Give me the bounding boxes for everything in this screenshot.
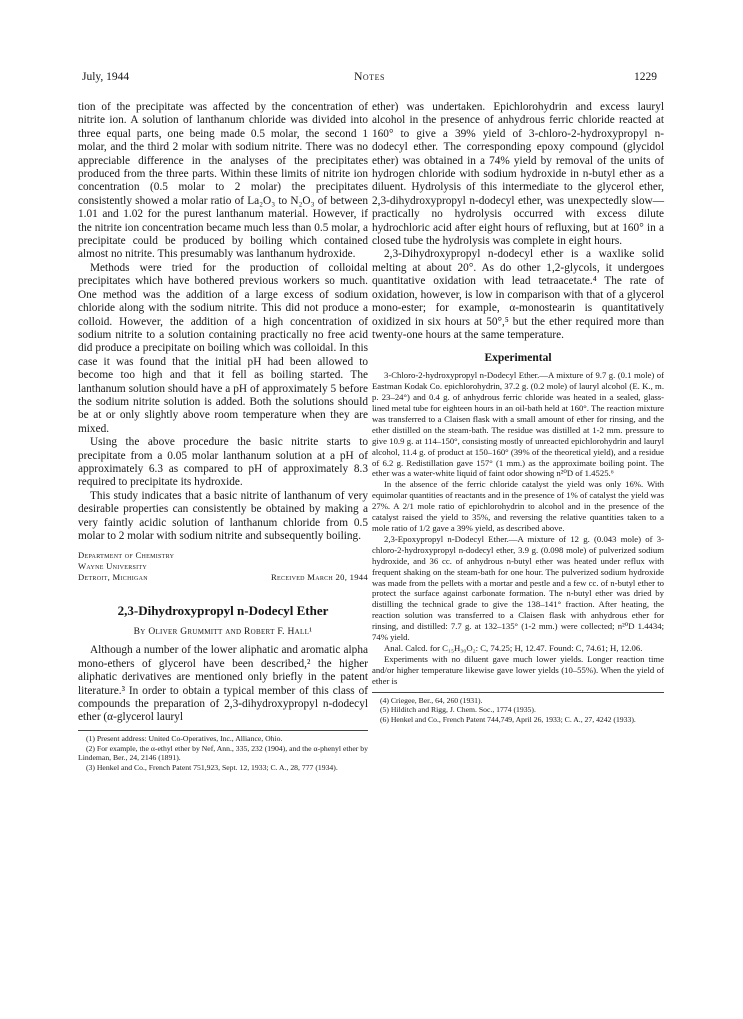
right-column [372,101,664,725]
paragraph: Although a number of the lower aliphatic and aromatic alpha mono-ethers of glycerol have been described,² the higher aliphatic derivatives are mentioned only briefly in the patent literature.³ In order to obtain a typical member of this class of compounds the preparation of 2,3-dihydroxypropyl n-dodecyl ether (α-glycerol lauryl [78,644,368,724]
page-header [82,71,657,87]
page-number: 1229 [634,71,657,83]
footnote: (5) Hilditch and Rigg, J. Chem. Soc., 1774 (1935). [380,705,536,715]
paragraph: Anal. Calcd. for C₁₅H₃₀O₂: C, 74.25; H, 12.47. Found: C, 74.61; H, 12.06. [384,642,643,653]
affiliation-row [78,572,368,583]
paragraph: Using the above procedure the basic nitrite starts to precipitate from a 0.05 molar lanthanum solution at a pH of approximately 6.3 as compared to pH of approximately 8.3 required to precipitate its hydroxide. [78,436,368,489]
left-column [78,101,368,773]
paragraph: 2,3-Epoxypropyl n-Dodecyl Ether.—A mixture of 12 g. (0.043 mole) of 3-chloro-2-hydroxypropyl n-dodecyl ether, 3.9 g. (0.098 mole) of pulverized sodium hydroxide, and 36 cc. of anhydrous n-butyl ether was heated under reflux with frequent shaking on the steam-bath for one hour. The pulverized sodium hydroxide was made from the pellets with a mortar and pestle and a few cc. of n-butyl ether to protect the surface against carbonate formation. The n-butyl ether was dried by distilling the technical grade to give the 138–141° fraction. After heating, the reaction solution was transferred to a Claisen flask with anhydrous ether for rinsing, and distilled: 7.7 g. at 132–135° (1-2 mm.) were collected; n²⁰D 1.4434; 74% yield. [372,533,664,643]
footnote: (3) Henkel and Co., French Patent 751,923, Sept. 12, 1933; C. A., 28, 777 (1934). [86,763,338,773]
paragraph: 2,3-Dihydroxypropyl n-dodecyl ether is a waxlike solid melting at about 20°. As do other 1,2-glycols, it undergoes quantitative oxidation with lead tetraacetate.⁴ The rate of oxidation, however, is low in comparison with that of a glycerol mono-ester; for example, α-monostearin is quantitatively oxidized in six hours at 50°,⁵ but the ether required more than twenty-one hours at the same temperature. [372,248,664,341]
article-title: 2,3-Dihydroxypropyl n-Dodecyl Ether [117,603,329,619]
footnotes-left [78,730,368,773]
department: Department of Chemistry [78,550,175,561]
paragraph: This study indicates that a basic nitrite of lanthanum of very desirable properties can consistently be obtained by making a very faintly acidic solution of lanthanum chloride from 0.5 molar to 2 molar with sodium nitrite and subsequently boiling. [78,489,368,542]
footnote: (4) Criegee, Ber., 64, 260 (1931). [380,695,483,705]
section-heading: Experimental [484,352,552,365]
running-title: Notes [354,71,385,83]
paragraph: Methods were tried for the production of colloidal precipitates which have bothered previous workers so much. One method was the addition of a large excess of sodium chloride along with the sodium nitrite. This did not produce a colloid. However, the addition of a high concentration of sodium nitrite to a solution containing practically no free acid did produce a precipitate on boiling which was colloidal. In this case it was found that the initial pH had been allowed to become too high and that it fell as boiling started. The lanthanum solution should have a pH of approximately 5 before the sodium nitrite solution is added. Both the solutions should be at or only slightly above room temperature when they are mixed. [78,261,368,435]
paragraph: tion of the precipitate was affected by the concentration of nitrite ion. A solution of lanthanum chloride was divided into three equal parts, one being made 0.5 molar, the second 1 molar, and the third 2 molar with sodium nitrite. There was no appreciable difference in the analyses of the precipitates produced from the three parts. Within these limits of nitrite ion concentration (0.5 molar to 2 molar) the precipitates consistently showed a molar ratio of La₂O₃ to N₂O₃ of between 1.01 and 1.02 for the purest lanthanum material. However, if the nitrite ion concentration became much less than 0.5 molar, a precipitate could be produced by boiling which contained almost no nitrite. This presumably was lanthanum hydroxide. [78,101,368,261]
city: Detroit, Michigan [78,572,148,583]
paragraph: Experiments with no diluent gave much lower yields. Longer reaction time and/or higher temperature likewise gave lower yields (10–55%). When the yield of ether is [372,653,664,686]
footnote: (6) Henkel and Co., French Patent 744,749, April 26, 1933; C. A., 27, 4242 (1933). [380,715,636,725]
footnote: (1) Present address: United Co-Operatives, Inc., Alliance, Ohio. [86,733,283,743]
received-date: Received March 20, 1944 [271,572,368,583]
footnotes-right [372,692,664,725]
issue-date: July, 1944 [82,71,130,83]
paragraph: 3-Chloro-2-hydroxypropyl n-Dodecyl Ether.—A mixture of 9.7 g. (0.1 mole) of Eastman Kodak Co. epichlorohydrin, 37.2 g. (0.2 mole) of lauryl alcohol (E. K., m. p. 23–24°) and 0.4 g. of anhydrous ferric chloride was heated in a sealed, glass-lined metal tube for eighteen hours in an oil-bath held at 160°. The reaction mixture was transferred to a Claisen flask with a small amount of ether for rinsing, and the ether distilled on the steam-bath. The residue was distilled at 1-2 mm. pressure to give 10.9 g. at 114–150°, consisting mostly of unreacted epichlorohydrin and lauryl alcohol, 11.4 g. of product at 150–160° (39% of the theoretical yield), and a residue of 6.2 g. Redistillation gave 157° (1 mm.) as the approximate boiling point. The ether was a water-white liquid of faint odor showing n²⁰D of 1.4525.⁶ [372,370,664,479]
footnote: (2) For example, the α-ethyl ether by Nef, Ann., 335, 232 (1904), and the α-phenyl ether by Lindeman, Ber., 24, 2146 (1891). [78,743,368,763]
paragraph: In the absence of the ferric chloride catalyst the yield was only 16%. With equimolar quantities of reactants and in the presence of 1% of catalyst the yield was 27%. A 2/1 mole ratio of epichlorohydrin to alcohol and in the presence of the catalyst raised the yield to 35%, and reversing the relative quantities taken to a mole ratio of 1/2 gave a 39% yield, as described above. [372,479,664,533]
affiliation-block [78,550,368,583]
university: Wayne University [78,561,148,572]
paragraph: ether) was undertaken. Epichlorohydrin and excess lauryl alcohol in the presence of anhydrous ferric chloride reacted at 160° to give a 39% yield of 3-chloro-2-hydroxypropyl n-dodecyl ether. The corresponding epoxy compound (glycidol ether) was obtained in a 74% yield by removal of the units of hydrogen chloride with sodium hydroxide in n-butyl ether as a diluent. Hydrolysis of this intermediate to the glycerol ether, 2,3-dihydroxypropyl n-dodecyl ether, was unexpectedly slow—practically no hydrolysis occurred with excess dilute hydrochloric acid after eight hours of refluxing, but at 160° in a closed tube the hydrolysis was complete in eight hours. [372,101,664,248]
article-authors: By Oliver Grummitt and Robert F. Hall¹ [133,627,313,638]
